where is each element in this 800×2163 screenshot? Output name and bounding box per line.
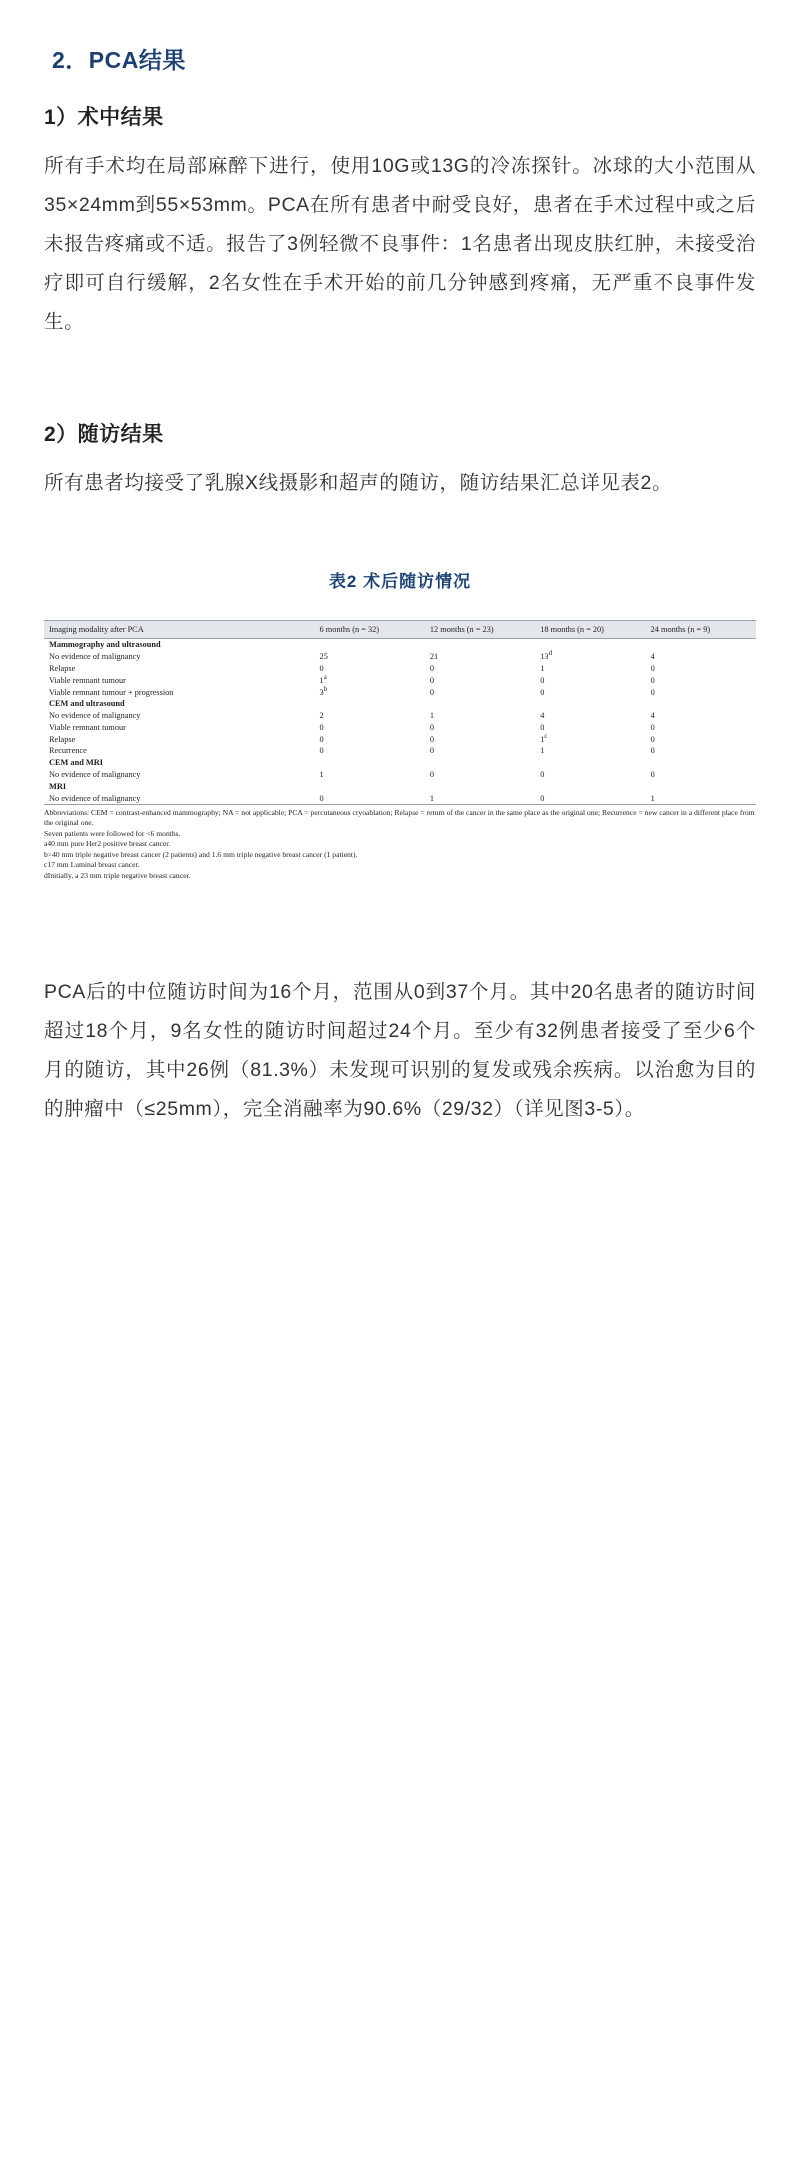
cell-12m: 0 bbox=[429, 734, 435, 744]
cell-12m bbox=[425, 639, 535, 651]
cell-18m: 4 bbox=[540, 711, 545, 721]
cell-18m: 1 bbox=[540, 663, 545, 673]
cell-6m bbox=[315, 698, 425, 710]
footnote-followup: Seven patients were followed for <6 months. bbox=[44, 828, 181, 838]
cell-12m: 0 bbox=[429, 687, 435, 697]
table-header-cell-modality: Imaging modality after PCA bbox=[44, 621, 315, 639]
cell-6m bbox=[315, 757, 425, 769]
row-label: Recurrence bbox=[49, 746, 87, 756]
cell-12m: 21 bbox=[429, 652, 439, 662]
cell-18m bbox=[535, 698, 645, 710]
table-footnotes bbox=[44, 808, 756, 881]
cell-24m: 0 bbox=[650, 663, 655, 673]
cell-12m: 0 bbox=[429, 746, 435, 756]
cell-18m: 1$^c$ bbox=[540, 731, 548, 744]
table-row bbox=[44, 780, 756, 792]
table-row bbox=[44, 698, 756, 710]
cell-6m bbox=[315, 639, 425, 651]
cell-18m: 13$^d$ bbox=[540, 649, 553, 662]
footnote-marker: c bbox=[544, 731, 548, 740]
table-header-row bbox=[44, 621, 756, 639]
spacer bbox=[44, 348, 756, 394]
cell-6m: 0 bbox=[319, 722, 324, 732]
cell-24m: 1 bbox=[646, 792, 756, 804]
cell-6m: 0 bbox=[319, 663, 324, 673]
cell-18m: 0 bbox=[540, 769, 545, 779]
cell-24m: 4 bbox=[650, 711, 655, 721]
table-row bbox=[44, 686, 756, 698]
cell-24m: 0 bbox=[650, 687, 655, 697]
cell-12m: 1 bbox=[429, 711, 435, 721]
row-label: No evidence of malignancy bbox=[44, 792, 315, 804]
cell-18m: 1 bbox=[540, 746, 545, 756]
table-row bbox=[44, 639, 756, 651]
followup-table bbox=[44, 620, 756, 805]
cell-18m: 0 bbox=[540, 722, 545, 732]
footnote-a: a40 mm pure Her2 positive breast cancer. bbox=[44, 839, 171, 849]
cell-6m: 1$^a$ bbox=[319, 672, 327, 685]
footnote-marker: a bbox=[323, 672, 327, 681]
table-row bbox=[44, 710, 756, 722]
cell-24m bbox=[646, 780, 756, 792]
table-row bbox=[44, 651, 756, 663]
cell-6m: 25 bbox=[319, 652, 328, 662]
row-label: Relapse bbox=[49, 663, 76, 673]
followup-table-container bbox=[44, 620, 756, 881]
cell-12m: 0 bbox=[429, 722, 435, 732]
footnote-b: b>40 mm triple negative breast cancer (2 patients) and 1.6 mm triple negative breast cancer (1 patient). bbox=[44, 849, 358, 859]
paragraph-followup-results: 所有患者均接受了乳腺X线摄影和超声的随访，随访结果汇总详见表2。 bbox=[44, 472, 673, 494]
table-row bbox=[44, 721, 756, 733]
section-heading: 2．PCA结果 bbox=[52, 47, 186, 73]
table-caption: 表2 术后随访情况 bbox=[328, 572, 472, 591]
footnote-abbreviations: Abbreviations: CEM = contrast-enhanced mammography; NA = not applicable; PCA = percutaneous cryoablation; Relapse = return of the cancer in the same place as the original one; Recurrence = new cancer in a different place from the original one. bbox=[44, 807, 755, 828]
subsection-heading-intraoperative: 1）术中结果 bbox=[44, 106, 164, 129]
cell-12m: 0 bbox=[429, 675, 435, 685]
cell-6m: 0 bbox=[319, 746, 324, 756]
cell-12m: 0 bbox=[429, 769, 435, 779]
table-header-cell-12-months: 12 months (n = 23) bbox=[425, 621, 535, 639]
row-label: MRI bbox=[49, 781, 67, 791]
row-label: No evidence of malignancy bbox=[49, 652, 141, 662]
row-label: Mammography and ultrasound bbox=[49, 640, 161, 650]
table-row bbox=[44, 674, 756, 686]
row-label: No evidence of malignancy bbox=[49, 711, 141, 721]
cell-18m: 0 bbox=[540, 687, 545, 697]
cell-6m: 3$^b$ bbox=[319, 684, 328, 697]
footnote-marker: b bbox=[323, 684, 328, 693]
cell-18m: 0 bbox=[540, 675, 545, 685]
table-row bbox=[44, 757, 756, 769]
footnote-c: c17 mm Luminal breast cancer. bbox=[44, 860, 140, 870]
subsection-heading-followup: 2）随访结果 bbox=[44, 423, 164, 446]
cell-18m bbox=[535, 757, 645, 769]
cell-12m bbox=[425, 757, 535, 769]
paragraph-followup-summary: PCA后的中位随访时间为16个月，范围从0到37个月。其中20名患者的随访时间超过18个月，9名女性的随访时间超过24个月。至少有32例患者接受了至少6个月的随访，其中26例（81.3%）未发现可识别的复发或残余疾病。以治愈为目的的肿瘤中（≤25mm），完全消融率为90.6%（29/32）（详见图3-5）。 bbox=[44, 981, 756, 1121]
footnote-d: dInitially, a 23 mm triple negative breast cancer. bbox=[44, 870, 191, 880]
table-header-cell-6-months: 6 months (n = 32) bbox=[315, 621, 425, 639]
table-row bbox=[44, 745, 756, 757]
table-header-cell-18-months: 18 months (n = 20) bbox=[535, 621, 645, 639]
row-label: CEM and ultrasound bbox=[49, 699, 125, 709]
cell-18m bbox=[535, 780, 645, 792]
table-row bbox=[44, 663, 756, 675]
cell-24m: 0 bbox=[650, 722, 655, 732]
cell-6m: 0 bbox=[315, 792, 425, 804]
row-label: Viable remnant tumour bbox=[49, 675, 126, 685]
spacer bbox=[44, 881, 756, 927]
cell-6m bbox=[315, 780, 425, 792]
table-row bbox=[44, 733, 756, 745]
table-head bbox=[44, 621, 756, 639]
cell-24m: 0 bbox=[650, 734, 655, 744]
row-label: Viable remnant tumour bbox=[49, 722, 126, 732]
row-label: No evidence of malignancy bbox=[49, 769, 141, 779]
row-label: CEM and MRI bbox=[49, 758, 103, 768]
cell-24m: 4 bbox=[650, 652, 655, 662]
spacer bbox=[44, 927, 756, 973]
cell-12m bbox=[425, 780, 535, 792]
cell-12m: 1 bbox=[425, 792, 535, 804]
cell-24m: 0 bbox=[650, 675, 655, 685]
cell-24m bbox=[646, 698, 756, 710]
cell-12m: 0 bbox=[429, 663, 435, 673]
row-label: Viable remnant tumour + progression bbox=[49, 687, 174, 697]
cell-24m bbox=[646, 757, 756, 769]
cell-24m bbox=[646, 639, 756, 651]
cell-24m: 0 bbox=[650, 769, 655, 779]
cell-6m: 1 bbox=[319, 769, 324, 779]
paragraph-intraoperative-results: 所有手术均在局部麻醉下进行，使用10G或13G的冷冻探针。冰球的大小范围从35×24mm到55×53mm。PCA在所有患者中耐受良好，患者在手术过程中或之后未报告疼痛或不适。报告了3例轻微不良事件：1名患者出现皮肤红肿，未接受治疗即可自行缓解，2名女性在手术开始的前几分钟感到疼痛，无严重不良事件发生。 bbox=[44, 155, 756, 333]
table-header-cell-24-months: 24 months (n = 9) bbox=[646, 621, 756, 639]
spacer bbox=[44, 509, 756, 555]
cell-6m: 0 bbox=[319, 734, 324, 744]
cell-24m: 0 bbox=[650, 746, 655, 756]
table-body bbox=[44, 639, 756, 805]
table-row bbox=[44, 769, 756, 781]
cell-6m: 2 bbox=[319, 711, 324, 721]
cell-12m bbox=[425, 698, 535, 710]
row-label: Relapse bbox=[49, 734, 76, 744]
footnote-marker: d bbox=[548, 649, 553, 658]
table-row bbox=[44, 792, 756, 804]
cell-18m: 0 bbox=[535, 792, 645, 804]
